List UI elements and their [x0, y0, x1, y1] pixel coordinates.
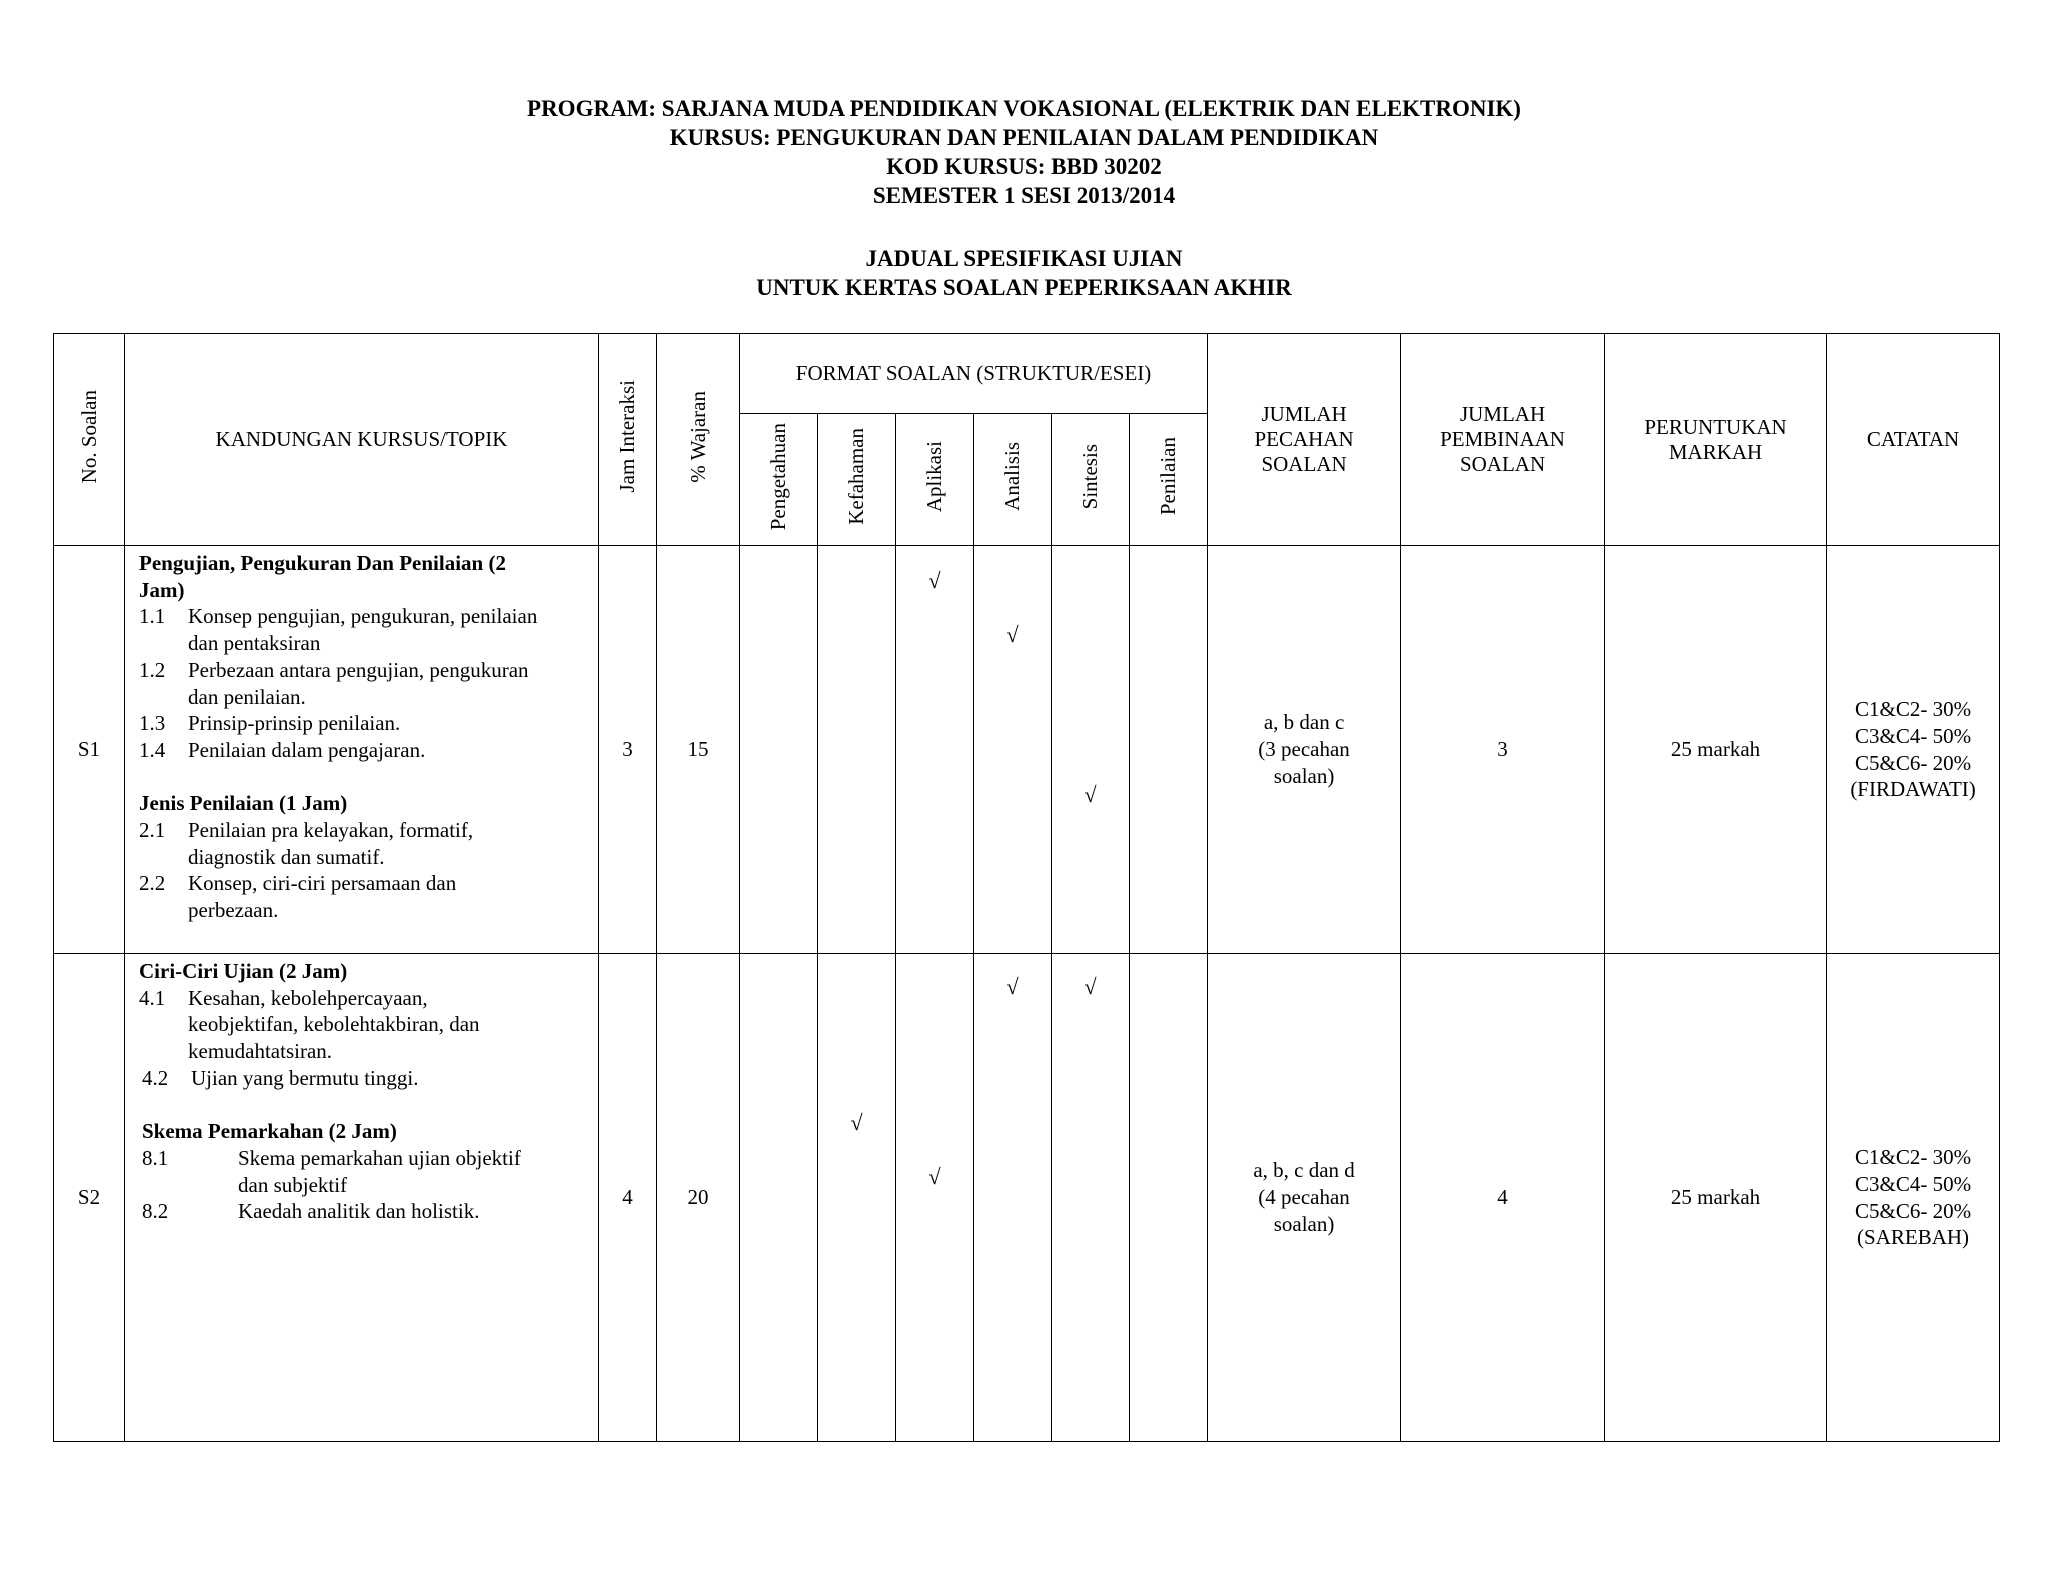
topic-content [125, 546, 599, 954]
table-row [54, 546, 2000, 954]
kefahaman-cell [818, 546, 896, 954]
course-code-line: KOD KURSUS: BBD 30202 [886, 154, 1162, 179]
tick-mark: √ [1084, 974, 1097, 999]
jam-interaksi-value: 4 [599, 954, 657, 1442]
topic-item: 1.2 Perbezaan antara pengujian, pengukuran dan penilaian. [139, 657, 529, 709]
analisis-cell [974, 546, 1052, 954]
wajaran-value: 20 [657, 954, 740, 1442]
col-header-format-soalan: FORMAT SOALAN (STRUKTUR/ESEI) [740, 334, 1208, 414]
kefahaman-cell [818, 954, 896, 1442]
jumlah-pecahan-value: a, b, c dan d (4 pecahan soalan) [1208, 954, 1401, 1442]
jam-interaksi-value: 3 [599, 546, 657, 954]
tick-mark: √ [850, 1110, 863, 1135]
course-line: KURSUS: PENGUKURAN DAN PENILAIAN DALAM PENDIDIKAN [669, 125, 1379, 150]
penilaian-cell [1130, 954, 1208, 1442]
catatan-value: C1&C2- 30% C3&C4- 50% C5&C6- 20% (SAREBAH) [1827, 954, 2000, 1442]
col-header-penilaian: Penilaian [1130, 414, 1208, 546]
topic-item: 8.1 Skema pemarkahan ujian objektif dan subjektif [142, 1145, 521, 1197]
aplikasi-cell [896, 954, 974, 1442]
col-header-pengetahuan: Pengetahuan [740, 414, 818, 546]
col-header-sintesis: Sintesis [1052, 414, 1130, 546]
topic-item: 4.1 Kesahan, kebolehpercayaan, keobjektifan, kebolehtakbiran, dan kemudahtatsiran. [139, 985, 480, 1064]
sintesis-cell [1052, 954, 1130, 1442]
topic-item: 8.2 Kaedah analitik dan holistik. [142, 1199, 480, 1224]
tick-mark: √ [1006, 974, 1019, 999]
tick-mark: √ [928, 1164, 941, 1189]
topic-title: Pengujian, Pengukuran Dan Penilaian (2 [139, 551, 506, 575]
col-header-aplikasi: Aplikasi [896, 414, 974, 546]
col-header-peruntukan-markah: PERUNTUKAN MARKAH [1605, 334, 1827, 546]
topic-item: 1.3 Prinsip-prinsip penilaian. [139, 711, 401, 736]
question-number: S2 [54, 954, 125, 1442]
jumlah-pembinaan-value: 3 [1401, 546, 1605, 954]
wajaran-value: 15 [657, 546, 740, 954]
document-header [0, 94, 2048, 210]
analisis-cell [974, 954, 1052, 1442]
col-header-jumlah-pecahan: JUMLAH PECAHAN SOALAN [1208, 334, 1401, 546]
semester-line: SEMESTER 1 SESI 2013/2014 [872, 183, 1176, 208]
program-line: PROGRAM: SARJANA MUDA PENDIDIKAN VOKASIONAL (ELEKTRIK DAN ELEKTRONIK) [527, 96, 1521, 121]
col-header-jumlah-pembinaan: JUMLAH PEMBINAAN SOALAN [1401, 334, 1605, 546]
topic-item: 4.2 Ujian yang bermutu tinggi. [142, 1065, 419, 1090]
tick-mark: √ [1006, 622, 1019, 647]
col-header-wajaran: % Wajaran [657, 334, 740, 546]
col-header-jam-interaksi: Jam Interaksi [599, 334, 657, 546]
topic-title: Ciri-Ciri Ujian (2 Jam) [139, 959, 348, 983]
peruntukan-markah-value: 25 markah [1605, 954, 1827, 1442]
peruntukan-markah-value: 25 markah [1605, 546, 1827, 954]
jumlah-pecahan-value: a, b dan c (3 pecahan soalan) [1208, 546, 1401, 954]
specification-table [53, 333, 2000, 1442]
topic-content [125, 954, 599, 1442]
aplikasi-cell [896, 546, 974, 954]
tick-mark: √ [928, 568, 941, 593]
topic-item: 2.1 Penilaian pra kelayakan, formatif, diagnostik dan sumatif. [139, 818, 474, 869]
subtitle-line-2: UNTUK KERTAS SOALAN PEPERIKSAAN AKHIR [756, 275, 1292, 300]
sintesis-cell [1052, 546, 1130, 954]
topic-item: 2.2 Konsep, ciri-ciri persamaan dan perbezaan. [139, 871, 457, 923]
penilaian-cell [1130, 546, 1208, 954]
col-header-no-soalan: No. Soalan [54, 334, 125, 546]
document-subtitle [0, 244, 2048, 302]
question-number: S1 [54, 546, 125, 954]
col-header-kandungan: KANDUNGAN KURSUS/TOPIK [125, 334, 599, 546]
col-header-catatan: CATATAN [1827, 334, 2000, 546]
pengetahuan-cell [740, 954, 818, 1442]
jumlah-pembinaan-value: 4 [1401, 954, 1605, 1442]
header-row-1 [54, 334, 2000, 414]
pengetahuan-cell [740, 546, 818, 954]
catatan-value: C1&C2- 30% C3&C4- 50% C5&C6- 20% (FIRDAWATI) [1827, 546, 2000, 954]
col-header-kefahaman: Kefahaman [818, 414, 896, 546]
topic-title-cont: Jam) [139, 577, 185, 602]
col-header-analisis: Analisis [974, 414, 1052, 546]
table-row [54, 954, 2000, 1442]
topic-item: 1.4 Penilaian dalam pengajaran. [139, 737, 426, 762]
topic-title: Skema Pemarkahan (2 Jam) [142, 1119, 397, 1144]
topic-title: Jenis Penilaian (1 Jam) [139, 791, 348, 816]
tick-mark: √ [1084, 782, 1097, 807]
subtitle-line-1: JADUAL SPESIFIKASI UJIAN [865, 246, 1183, 271]
topic-item: 1.1 Konsep pengujian, pengukuran, penilaian dan pentaksiran [139, 604, 538, 656]
